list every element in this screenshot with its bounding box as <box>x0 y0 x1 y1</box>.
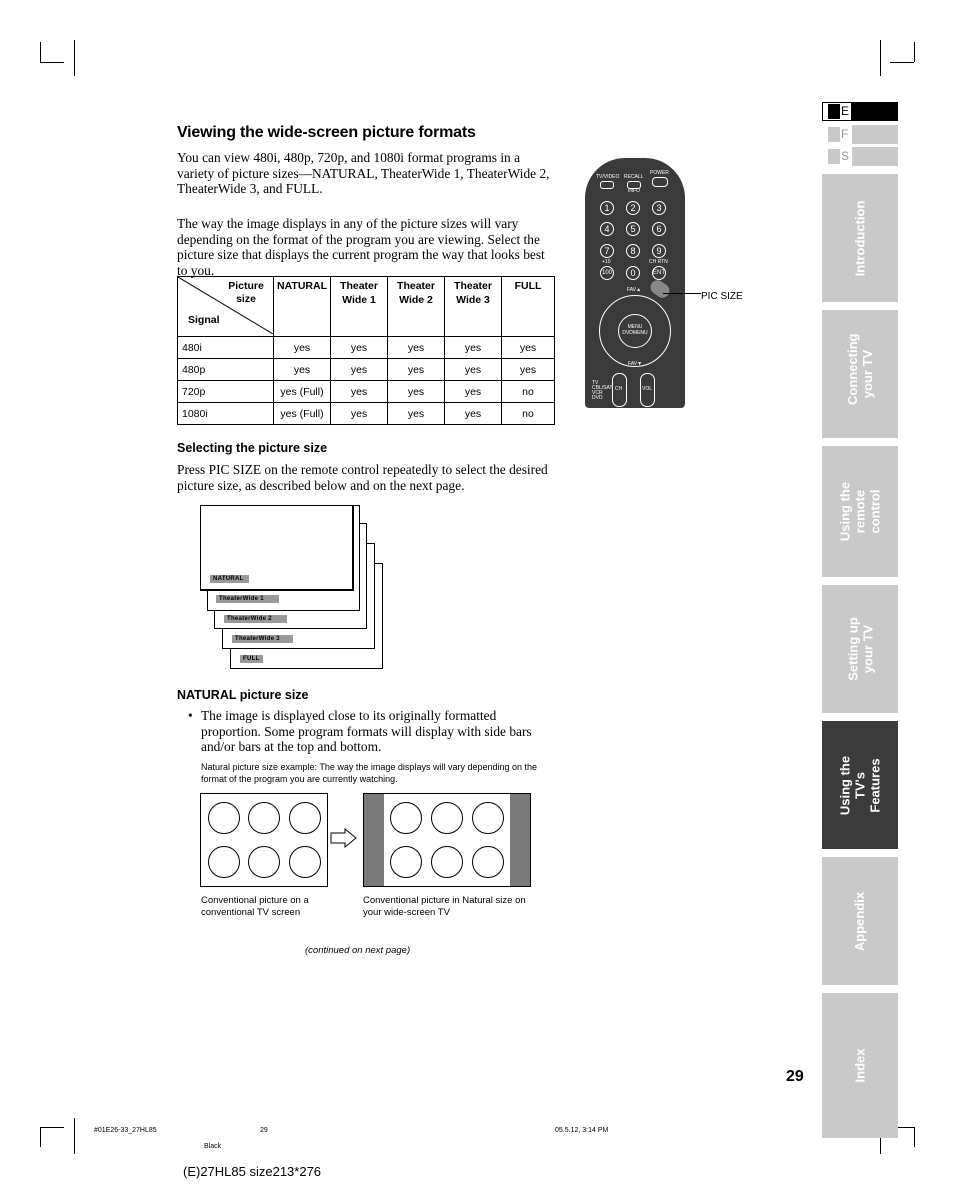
lang-tab-e[interactable] <box>822 102 898 121</box>
vol-label: VOL <box>642 386 653 392</box>
tab-label: Setting up your TV <box>845 617 875 681</box>
footer-file: #01E26-33_27HL85 <box>94 1127 157 1134</box>
table-cell: yes <box>445 337 502 359</box>
signal-cell: 1080i <box>178 403 274 425</box>
tab-label: Index <box>852 1048 868 1083</box>
intro-paragraph: You can view 480i, 480p, 720p, and 1080i format programs in a variety of picture sizes—NATURAL, TheaterWide 1, TheaterWide 2, TheaterWide 3, and FULL. <box>177 150 550 196</box>
table-header: FULL <box>502 277 555 337</box>
digit-button: 4 <box>600 222 614 236</box>
crop-mark <box>890 62 914 63</box>
crop-mark <box>40 1127 41 1147</box>
continued-note: (continued on next page) <box>305 945 411 956</box>
tab-label: Connecting your TV <box>845 333 875 405</box>
crop-mark <box>74 1118 75 1154</box>
mode-label: DVD <box>592 395 603 401</box>
page-number: 29 <box>786 1068 804 1085</box>
tv-video-button <box>600 181 614 189</box>
pic-size-button <box>648 278 672 301</box>
table-cell: yes <box>388 337 445 359</box>
tab-setting-up[interactable] <box>822 585 898 713</box>
mode-label: CBL/SAT <box>592 385 613 391</box>
digit-button: ENT <box>652 266 666 280</box>
table-header: Theater Wide 1 <box>331 277 388 337</box>
lang-tab-s[interactable] <box>822 147 898 166</box>
signal-cell: 480p <box>178 359 274 381</box>
table-row <box>178 337 555 359</box>
tab-appendix[interactable] <box>822 857 898 985</box>
circle-shape <box>390 802 422 834</box>
chrtn-label: CH RTN <box>649 259 668 265</box>
callout-line <box>663 293 701 294</box>
crop-mark <box>40 1127 64 1128</box>
circle-shape <box>390 846 422 878</box>
circle-shape <box>289 802 321 834</box>
circle-shape <box>472 802 504 834</box>
table-cell: yes <box>388 381 445 403</box>
table-cell: no <box>502 381 555 403</box>
digit-button: 100 <box>600 266 614 280</box>
remote-control-illustration <box>585 158 685 408</box>
mode-label: TV <box>592 380 599 386</box>
circle-shape <box>208 802 240 834</box>
footer-date: 05.5.12, 3:14 PM <box>555 1127 609 1134</box>
page-title: Viewing the wide-screen picture formats <box>177 124 476 141</box>
tab-connecting[interactable] <box>822 310 898 438</box>
table-row <box>178 381 555 403</box>
crop-mark <box>914 42 915 62</box>
digit-button: 7 <box>600 244 614 258</box>
mode-label: VCR <box>592 390 603 396</box>
circle-shape <box>472 846 504 878</box>
circle-shape <box>431 846 463 878</box>
table-cell: yes <box>331 359 388 381</box>
crop-mark <box>914 1127 915 1147</box>
table-cell: yes <box>388 359 445 381</box>
natural-heading <box>177 688 309 702</box>
digit-button: 0 <box>626 266 640 280</box>
footer-page: 29 <box>260 1127 268 1134</box>
natural-heading-rest: picture size <box>236 688 309 702</box>
footer-model: (E)27HL85 size213*276 <box>183 1164 322 1179</box>
lang-label: F <box>841 127 849 141</box>
digit-button: 9 <box>652 244 666 258</box>
crop-mark <box>40 42 41 62</box>
tab-index[interactable] <box>822 993 898 1138</box>
digit-button: 6 <box>652 222 666 236</box>
table-cell: yes <box>331 381 388 403</box>
table-cell: yes <box>331 337 388 359</box>
picture-size-table <box>177 276 555 425</box>
frame-label: TheaterWide 1 <box>216 595 279 603</box>
signal-cell: 720p <box>178 381 274 403</box>
lang-label: S <box>841 149 850 163</box>
tab-introduction[interactable] <box>822 174 898 302</box>
digit-button: 1 <box>600 201 614 215</box>
digit-button: 2 <box>626 201 640 215</box>
crop-mark <box>40 62 64 63</box>
table-cell: yes <box>274 337 331 359</box>
table-cell: yes <box>502 359 555 381</box>
footer-color: Black <box>204 1143 222 1150</box>
natural-heading-bold: NATURAL <box>177 688 237 702</box>
info-label: INFO <box>628 188 640 194</box>
power-button <box>652 177 668 187</box>
power-label: POWER <box>650 170 669 176</box>
caption-left: Conventional picture on a conventional TV screen <box>201 895 309 918</box>
table-cell: yes <box>274 359 331 381</box>
table-cell: yes <box>445 403 502 425</box>
table-header: Theater Wide 2 <box>388 277 445 337</box>
digit-button: 5 <box>626 222 640 236</box>
side-bar <box>364 794 384 886</box>
tab-features[interactable] <box>822 721 898 849</box>
table-cell: yes <box>388 403 445 425</box>
circle-shape <box>431 802 463 834</box>
tab-remote-control[interactable] <box>822 446 898 577</box>
caption-right: Conventional picture in Natural size on your wide-screen TV <box>363 895 526 918</box>
table-cell: no <box>502 403 555 425</box>
natural-bullet-text: The image is displayed close to its originally formatted proportion. Some program formats will display with side bars and/or bars at the top and bottom. <box>201 708 532 754</box>
frame-label: FULL <box>240 655 263 663</box>
conventional-screen <box>200 793 328 887</box>
table-header: NATURAL <box>274 277 331 337</box>
fav-up-label: FAV▲ <box>627 287 642 293</box>
circle-shape <box>248 802 280 834</box>
tab-label: Appendix <box>852 891 868 951</box>
tab-label: Introduction <box>852 200 868 276</box>
selecting-text: Press PIC SIZE on the remote control repeatedly to select the desired picture size, as described below and on the next page. <box>177 462 548 493</box>
circle-shape <box>208 846 240 878</box>
plus10-label: +10 <box>602 259 611 265</box>
tab-label: Using the remote control <box>837 481 883 542</box>
frame-label: TheaterWide 3 <box>232 635 293 643</box>
fav-down-label: FAV▼ <box>628 361 643 367</box>
tv-video-label: TV/VIDEO <box>596 174 620 180</box>
table-cell: yes <box>445 381 502 403</box>
menu-label: MENU DVDMENU <box>622 324 648 336</box>
tab-label: Using the TV's Features <box>837 755 883 815</box>
corner-bottom-label: Signal <box>188 314 220 326</box>
arrow-right-icon <box>330 828 358 848</box>
corner-top-label: Picture size <box>228 280 264 305</box>
natural-example-text: Natural picture size example: The way the image displays will vary depending on the format of the program you are currently watching. <box>201 762 538 784</box>
bullet-icon: • <box>188 708 193 723</box>
table-corner-cell <box>178 277 274 337</box>
table-row <box>178 403 555 425</box>
widescreen-natural <box>363 793 531 887</box>
circle-shape <box>289 846 321 878</box>
table-cell: yes (Full) <box>274 403 331 425</box>
recall-label: RECALL <box>624 174 644 180</box>
crop-mark <box>880 40 881 76</box>
pic-size-callout: PIC SIZE <box>701 291 743 302</box>
selecting-heading: Selecting the picture size <box>177 441 328 455</box>
table-cell: yes <box>445 359 502 381</box>
lang-label: E <box>841 104 850 118</box>
digit-button: 3 <box>652 201 666 215</box>
table-cell: yes (Full) <box>274 381 331 403</box>
table-row <box>178 359 555 381</box>
table-cell: yes <box>502 337 555 359</box>
crop-mark <box>74 40 75 76</box>
digit-button: 8 <box>626 244 640 258</box>
frame-label: NATURAL <box>210 575 249 583</box>
lang-tab-f[interactable] <box>822 125 898 144</box>
table-header: Theater Wide 3 <box>445 277 502 337</box>
table-cell: yes <box>331 403 388 425</box>
side-bar <box>510 794 530 886</box>
signal-cell: 480i <box>178 337 274 359</box>
circle-shape <box>248 846 280 878</box>
ch-label: CH <box>615 386 623 392</box>
intro-paragraph-2: The way the image displays in any of the picture sizes will vary depending on the format of the program you are viewing. Select the picture size that displays the current program the way that looks best to you. <box>177 216 545 278</box>
frame-label: TheaterWide 2 <box>224 615 287 623</box>
